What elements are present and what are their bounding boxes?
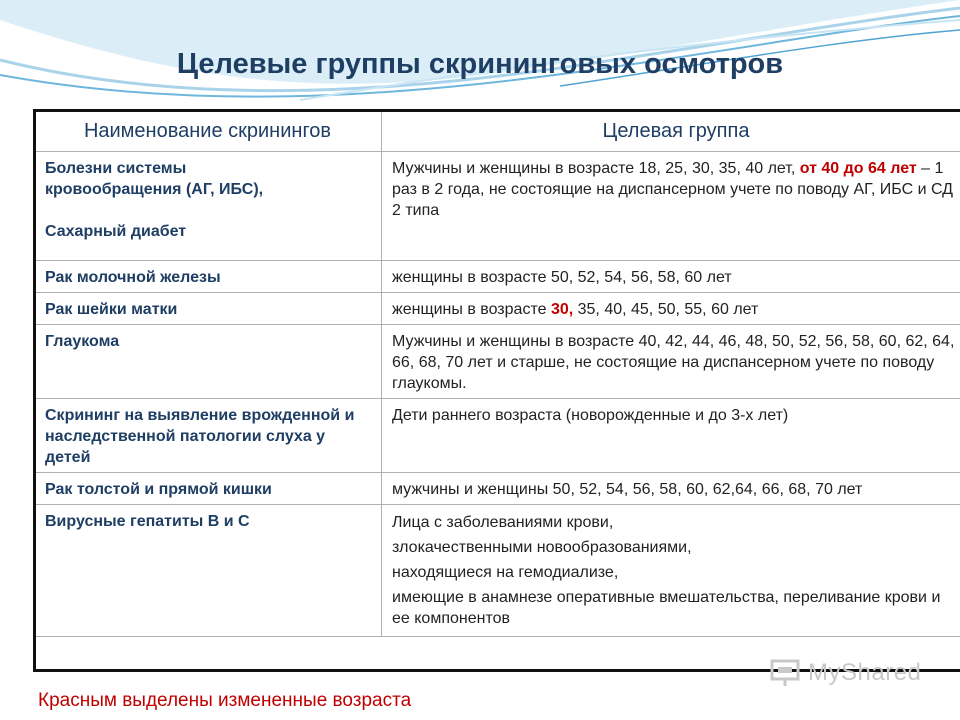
- screening-name: Глаукома: [34, 325, 382, 399]
- target-group-line: находящиеся на гемодиализе,: [392, 564, 619, 581]
- screening-name: Рак толстой и прямой кишки: [34, 473, 382, 505]
- target-group: Мужчины и женщины в возрасте 18, 25, 30, 35, 40 лет, от 40 до 64 лет – 1 раз в 2 года, не состоящие на диспансерном учете по поводу АГ, ИБС и СД 2 типа: [382, 152, 960, 261]
- watermark-text: MyShared: [808, 659, 922, 686]
- screening-name-line: Сахарный диабет: [45, 223, 187, 240]
- target-group: [382, 505, 960, 637]
- table-row: [34, 505, 960, 637]
- column-header-group: Целевая группа: [382, 110, 960, 152]
- page-title: Целевые группы скрининговых осмотров: [176, 48, 784, 80]
- presentation-icon: [770, 658, 802, 688]
- target-group: Дети раннего возраста (новорожденные и до 3-х лет): [382, 399, 960, 473]
- changed-age-highlight: от 40 до 64 лет: [799, 160, 917, 177]
- table-row: [34, 293, 960, 325]
- screening-name-line: Болезни системы: [45, 160, 187, 177]
- table-header-row: [34, 110, 960, 152]
- target-group-line: имеющие в анамнезе оперативные вмешательства, переливание крови и ее компонентов: [392, 589, 941, 627]
- screening-name: Рак шейки матки: [34, 293, 382, 325]
- table-border-top: [33, 109, 960, 112]
- table-border-left: [33, 109, 36, 671]
- screening-name: [34, 152, 382, 261]
- target-group: женщины в возрасте 30, 35, 40, 45, 50, 55, 60 лет: [382, 293, 960, 325]
- changed-age-highlight: 30,: [550, 301, 574, 318]
- screening-name: Скрининг на выявление врожденной и наследственной патологии слуха у детей: [34, 399, 382, 473]
- watermark: [770, 656, 930, 690]
- screening-table: [33, 109, 960, 637]
- footnote: Красным выделены измененные возраста: [38, 690, 412, 711]
- screening-name: Рак молочной железы: [34, 261, 382, 293]
- target-group: Мужчины и женщины в возрасте 40, 42, 44, 46, 48, 50, 52, 56, 58, 60, 62, 64, 66, 68, 70 лет и старше, не состоящие на диспансерном учете по поводу глаукомы.: [382, 325, 960, 399]
- table-row: [34, 473, 960, 505]
- screening-name-line: кровообращения (АГ, ИБС),: [45, 181, 264, 198]
- target-group-line: Лица с заболеваниями крови,: [392, 514, 614, 531]
- target-group: мужчины и женщины 50, 52, 54, 56, 58, 60, 62,64, 66, 68, 70 лет: [382, 473, 960, 505]
- target-group: женщины в возрасте 50, 52, 54, 56, 58, 60 лет: [382, 261, 960, 293]
- screening-name: Вирусные гепатиты В и С: [34, 505, 382, 637]
- table-row: [34, 152, 960, 261]
- target-group-line: злокачественными новообразованиями,: [392, 539, 692, 556]
- table-row: [34, 325, 960, 399]
- table-row: [34, 399, 960, 473]
- table-row: [34, 261, 960, 293]
- column-header-name: Наименование скринингов: [34, 110, 382, 152]
